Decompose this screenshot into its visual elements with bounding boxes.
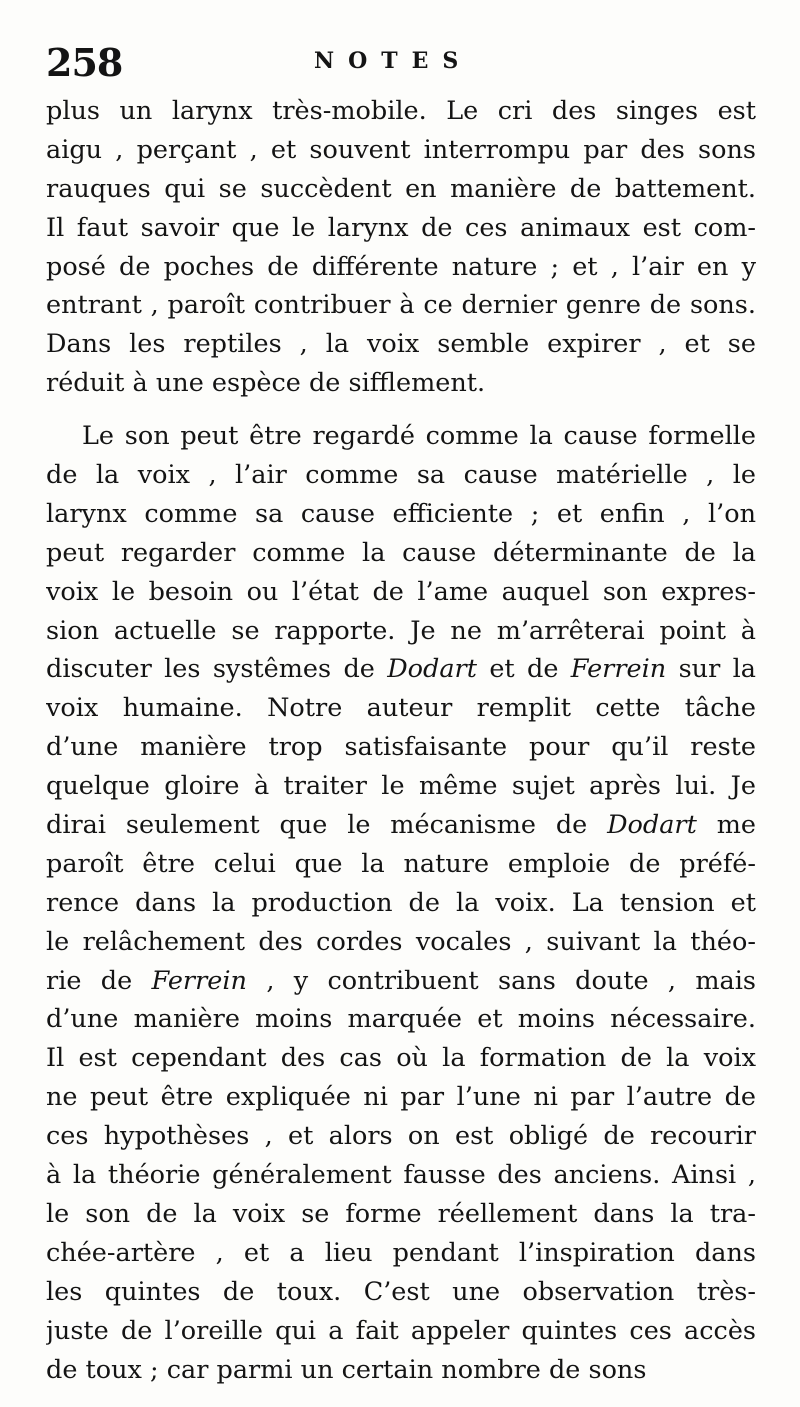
page-number: 258 [46, 40, 123, 85]
text-line [46, 806, 756, 845]
italic-name: Ferrein [570, 654, 667, 685]
text-line: voix le besoin ou l’état de l’ame auquel son expres- [46, 576, 756, 607]
text-line: ces hypothèses , et alors on est obligé de recourir [46, 1121, 756, 1152]
text-line: quelque gloire à traiter le même sujet après lui. Je [46, 771, 756, 802]
text-line: le relâchement des cordes vocales , suivant la théo- [46, 926, 756, 957]
text-line: d’une manière trop satisfaisante pour qu’il reste [46, 732, 756, 763]
text-segment: dirai seulement que le mécanisme de [46, 810, 608, 841]
text-line: de la voix , l’air comme sa cause matérielle , le [46, 460, 756, 491]
text-line: voix humaine. Notre auteur remplit cette tâche [46, 693, 756, 724]
text-line: ne peut être expliquée ni par l’une ni par l’autre de [46, 1082, 756, 1113]
text-line: larynx comme sa cause efficiente ; et enfin , l’on [46, 498, 756, 529]
text-line: juste de l’oreille qui a fait appeler quintes ces accès [46, 1315, 756, 1346]
text-line: aigu , perçant , et souvent interrompu par des sons [46, 134, 756, 165]
body-text [46, 92, 756, 1389]
text-segment: discuter les systêmes de [46, 654, 388, 685]
text-line: le son de la voix se forme réellement dans la tra- [46, 1198, 756, 1229]
paragraph-gap [46, 403, 756, 417]
text-line: peut regarder comme la cause déterminante de la [46, 537, 756, 568]
text-line: paroît être celui que la nature emploie de préfé- [46, 848, 756, 879]
text-line: d’une manière moins marquée et moins nécessaire. [46, 1004, 756, 1035]
text-line: rence dans la production de la voix. La tension et [46, 887, 756, 918]
text-segment: rie de [46, 965, 152, 996]
text-segment: et de [476, 654, 571, 685]
text-segment: me [696, 810, 756, 841]
text-line [46, 650, 756, 689]
text-line: à la théorie généralement fausse des anciens. Ainsi , [46, 1160, 756, 1191]
text-line: Il est cependant des cas où la formation de la voix [46, 1043, 756, 1074]
italic-name: Dodart [387, 654, 477, 685]
text-line: de toux ; car parmi un certain nombre de sons [46, 1354, 647, 1385]
italic-name: Dodart [607, 810, 697, 841]
italic-name: Ferrein [151, 965, 247, 996]
text-line: entrant , paroît contribuer à ce dernier genre de sons. [46, 290, 756, 321]
text-line: réduit à une espèce de sifflement. [46, 368, 486, 399]
text-line: chée-artère , et a lieu pendant l’inspiration dans [46, 1237, 756, 1268]
text-segment: , y contribuent sans doute , mais [246, 965, 756, 996]
text-line [46, 962, 756, 1001]
text-line: plus un larynx très-mobile. Le cri des singes est [46, 96, 756, 126]
running-title: NOTES [314, 48, 473, 74]
text-segment: sur la [666, 654, 756, 685]
text-line: Le son peut être regardé comme la cause formelle [82, 421, 756, 452]
text-line: les quintes de toux. C’est une observation très- [46, 1276, 756, 1307]
text-line: Dans les reptiles , la voix semble expirer , et se [46, 329, 756, 360]
text-line: rauques qui se succèdent en manière de battement. [46, 173, 756, 204]
text-line: posé de poches de différente nature ; et , l’air en y [46, 251, 756, 282]
running-head [46, 40, 756, 90]
text-line: Il faut savoir que le larynx de ces animaux est com- [46, 212, 756, 243]
text-line: sion actuelle se rapporte. Je ne m’arrêterai point à [46, 615, 756, 646]
